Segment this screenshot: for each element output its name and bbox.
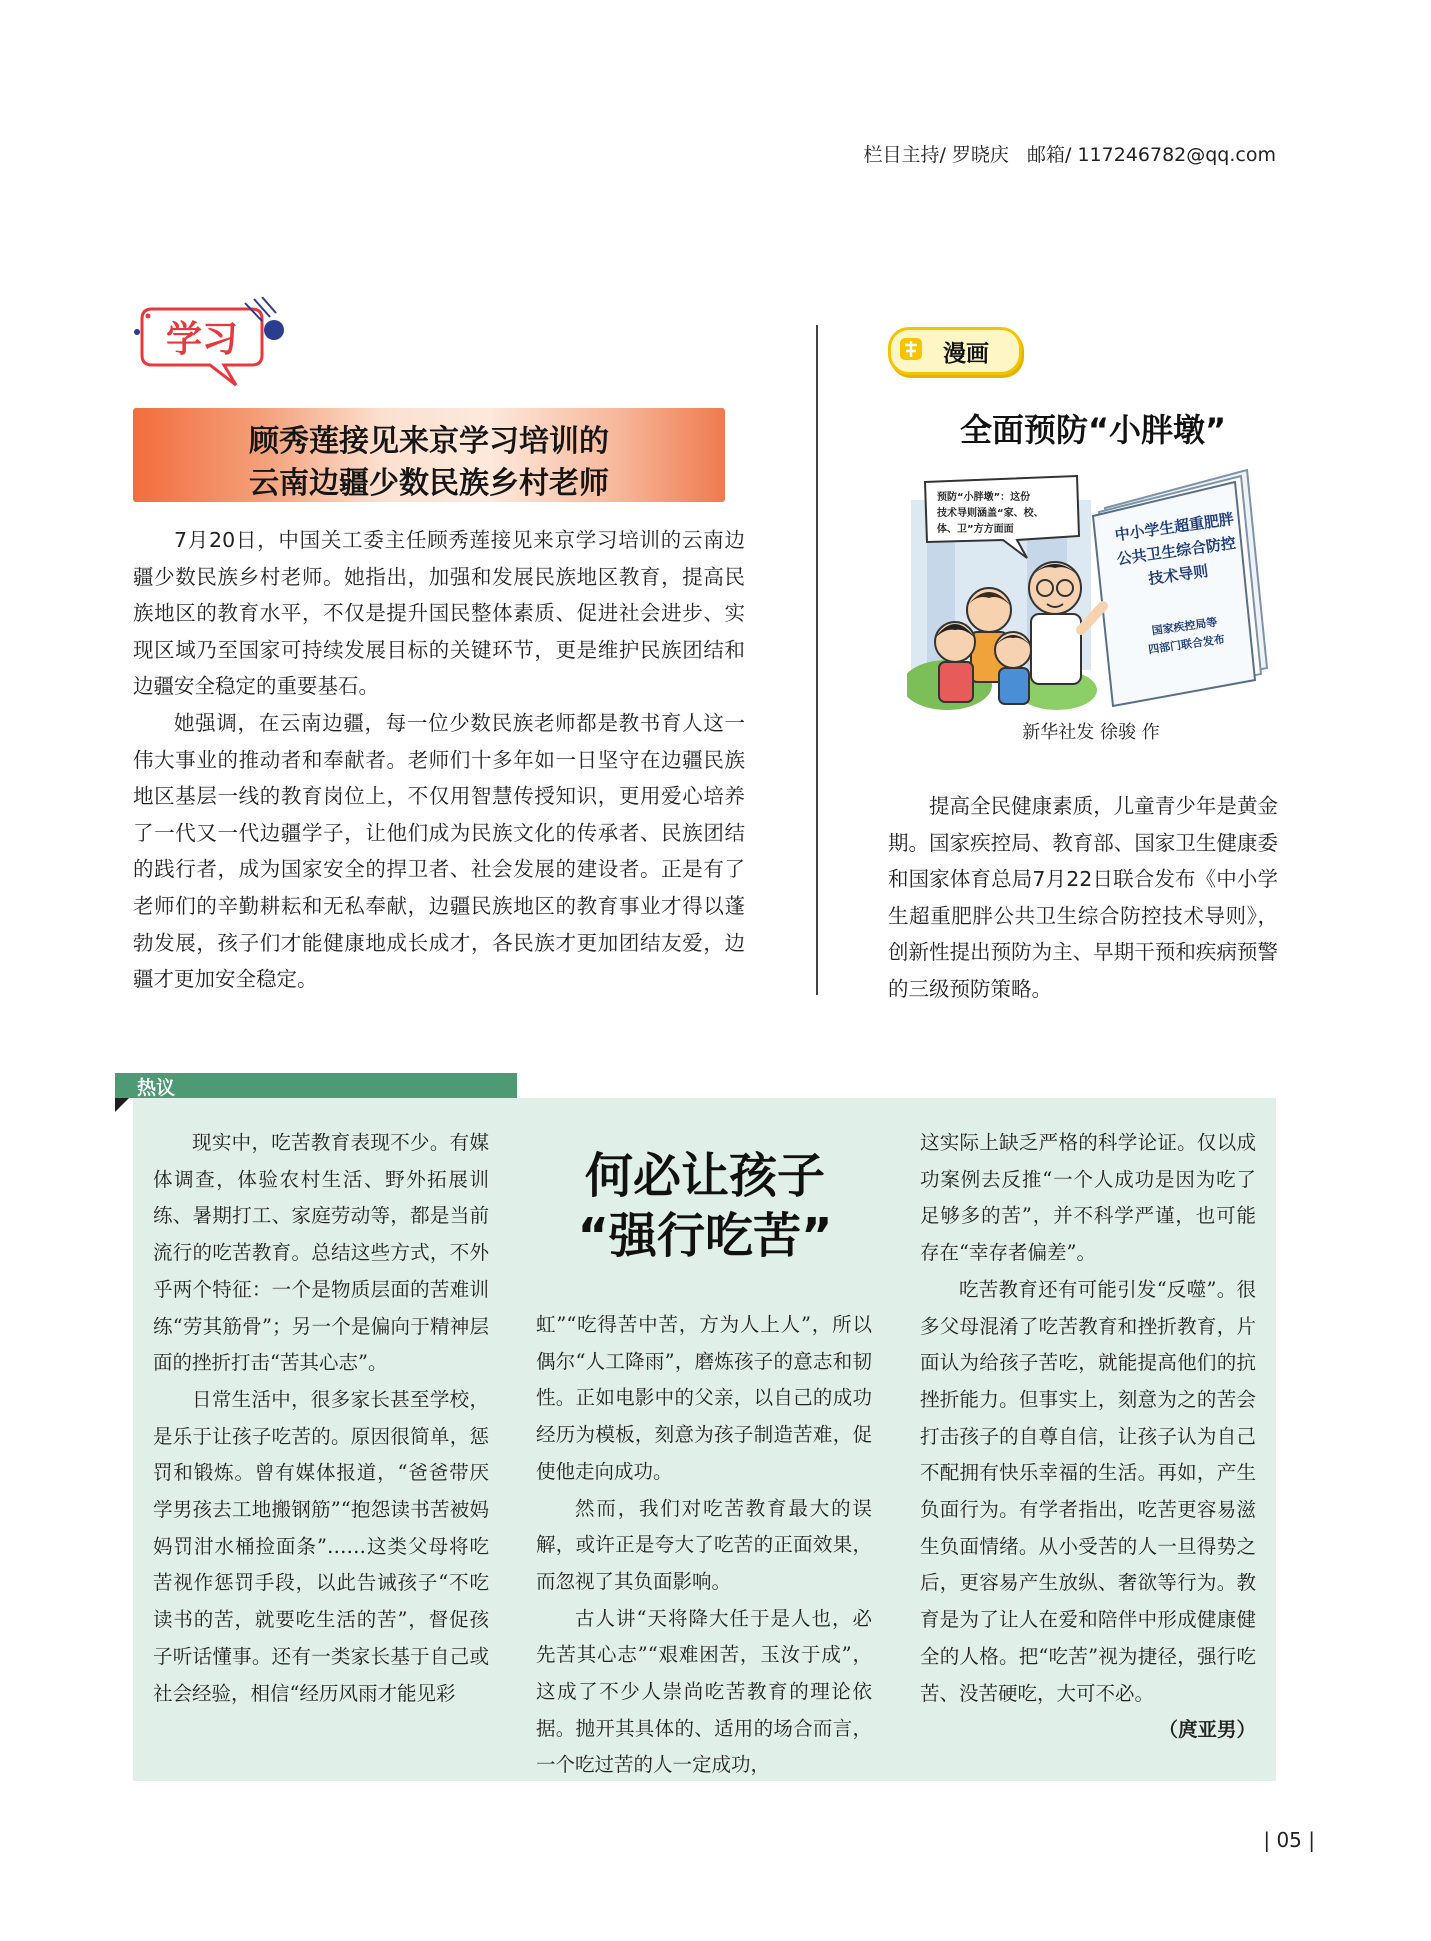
reyi-title-line-2: “强行吃苦” <box>577 1208 833 1264</box>
reyi-title <box>535 1146 875 1266</box>
right-title: 全面预防“小胖墩” <box>959 411 1227 449</box>
left-title-banner <box>133 408 725 502</box>
reyi-column-2 <box>536 1307 872 1784</box>
book-title-line-3: 技术导则 <box>1147 561 1210 589</box>
reyi-corner-fold <box>115 1098 129 1112</box>
book-title-line-2: 公共卫生综合防控 <box>1115 533 1237 569</box>
reyi-paragraph: 然而，我们对吃苦教育最大的误解，或许正是夸大了吃苦的正面效果，而忽视了其负面影响。 <box>536 1496 872 1593</box>
right-article-body <box>888 788 1278 1008</box>
blue-dot-icon <box>264 320 284 340</box>
left-paragraph: 她强调，在云南边疆，每一位少数民族老师都是教书育人这一伟大事业的推动者和奉献者。老师们十多年如一日坚守在边疆民族地区基层一线的教育岗位上，不仅用智慧传授知识，更用爱心培养了一代又一代边疆学子，让他们成为民族文化的传承者、民族团结的践行者，成为国家安全的捍卫者、社会发展的建设者。正是有了老师们的辛勤耕耘和无私奉献，边疆民族地区的教育事业才得以蓬勃发展，孩子们才能健康地成长成才，各民族才更加团结友爱，边疆才更加安全稳定。 <box>133 710 745 992</box>
reyi-paragraph: 虹”“吃得苦中苦，方为人上人”，所以偶尔“人工降雨”，磨炼孩子的意志和韧性。正如电影中的父亲，以自己的成功经历为模板，刻意为孩子制造苦难，促使他走向成功。 <box>536 1313 872 1483</box>
manhua-icon <box>899 337 923 361</box>
left-article-body <box>133 522 745 998</box>
reyi-title-line-1: 何必让孩子 <box>584 1148 825 1204</box>
reyi-paragraph: 日常生活中，很多家长甚至学校，是乐于让孩子吃苦的。原因很简单，惩罚和锻炼。曾有媒体报道，“爸爸带厌学男孩去工地搬钢筋”“抱怨读书苦被妈妈罚泔水桶捡面条”……这类父母将吃苦视作惩罚手段，以此告诫孩子“不吃读书的苦，就要吃生活的苦”，督促孩子听话懂事。还有一类家长基于自己或社会经验，相信“经历风雨才能见彩 <box>153 1387 489 1705</box>
left-paragraph: 7月20日，中国关工委主任顾秀莲接见来京学习培训的云南边疆少数民族乡村老师。她指出，加强和发展民族地区教育，提高民族地区的教育水平，不仅是提升国民整体素质、促进社会进步、实现区域乃至国家可持续发展目标的关键环节，更是维护民族团结和边疆安全稳定的重要基石。 <box>133 528 745 699</box>
left-title-line-1: 顾秀莲接见来京学习培训的 <box>249 424 609 459</box>
speech-line-1: 预防“小胖墩”：这份 <box>937 492 1031 503</box>
column-editor-info: 栏目主持/ 罗晓庆 邮箱/ 117246782@qq.com <box>863 144 1276 166</box>
page-number: | 05 | <box>1263 1828 1315 1852</box>
speech-line-3: 体、卫”方方面面 <box>937 524 1014 535</box>
left-title-line-2: 云南边疆少数民族乡村老师 <box>249 466 609 501</box>
xuexi-badge <box>132 297 302 397</box>
column-divider <box>816 325 818 995</box>
cartoon-illustration <box>907 460 1275 712</box>
reyi-paragraph: 现实中，吃苦教育表现不少。有媒体调查，体验农村生活、野外拓展训练、暑期打工、家庭劳动等，都是当前流行的吃苦教育。总结这些方式，不外乎两个特征：一个是物质层面的苦难训练“劳其筋骨”；另一个是偏向于精神层面的挫折打击“苦其心志”。 <box>153 1131 489 1375</box>
reyi-paragraph: 这实际上缺乏严格的科学论证。仅以成功案例去反推“一个人成功是因为吃了足够多的苦”，并不科学严谨，也可能存在“幸存者偏差”。 <box>920 1131 1256 1265</box>
reyi-column-3 <box>920 1125 1256 1749</box>
book-publisher-line-1: 国家疾控局等 <box>1150 615 1219 638</box>
reyi-paragraph-text: 吃苦教育还有可能引发“反噬”。很多父母混淆了吃苦教育和挫折教育，片面认为给孩子苦吃，就能提高他们的抗挫折能力。但事实上，刻意为之的苦会打击孩子的自尊自信，让孩子认为自己不配拥有快乐幸福的生活。再如，产生负面行为。有学者指出，吃苦更容易滋生负面情绪。从小受苦的人一旦得势之后，更容易产生放纵、奢欲等行为。教育是为了让人在爱和陪伴中形成健康健全的人格。把“吃苦”视为捷径，强行吃苦、没苦硬吃，大可不必。 <box>920 1277 1256 1705</box>
xuexi-badge-label: 学习 <box>165 319 239 360</box>
speech-line-2: 技术导则涵盖“家、校、 <box>937 508 1044 519</box>
manhua-badge-label: 漫画 <box>943 341 989 367</box>
reyi-tab <box>115 1073 517 1098</box>
reyi-tab-label: 热议 <box>137 1077 176 1099</box>
cartoon-credit: 新华社发 徐骏 作 <box>1022 722 1160 743</box>
reyi-paragraph: 古人讲“天将降大任于是人也，必先苦其心志”“艰难困苦，玉汝于成”，这成了不少人崇尚吃苦教育的理论依据。抛开其具体的、适用的场合而言，一个吃过苦的人一定成功， <box>536 1606 872 1777</box>
reyi-column-1 <box>153 1125 489 1712</box>
reyi-paragraph <box>920 1272 1256 1742</box>
book-publisher-line-2: 四部门联合发布 <box>1147 632 1226 657</box>
book-title-line-1: 中小学生超重肥胖 <box>1113 509 1235 545</box>
manhua-badge <box>888 327 1022 375</box>
reyi-author: （庹亚男） <box>1158 1718 1256 1742</box>
right-paragraph: 提高全民健康素质，儿童青少年是黄金期。国家疾控局、教育部、国家卫生健康委和国家体育总局7月22日联合发布《中小学生超重肥胖公共卫生综合防控技术导则》，创新性提出预防为主、早期干预和疾病预警的三级预防策略。 <box>888 794 1278 1001</box>
